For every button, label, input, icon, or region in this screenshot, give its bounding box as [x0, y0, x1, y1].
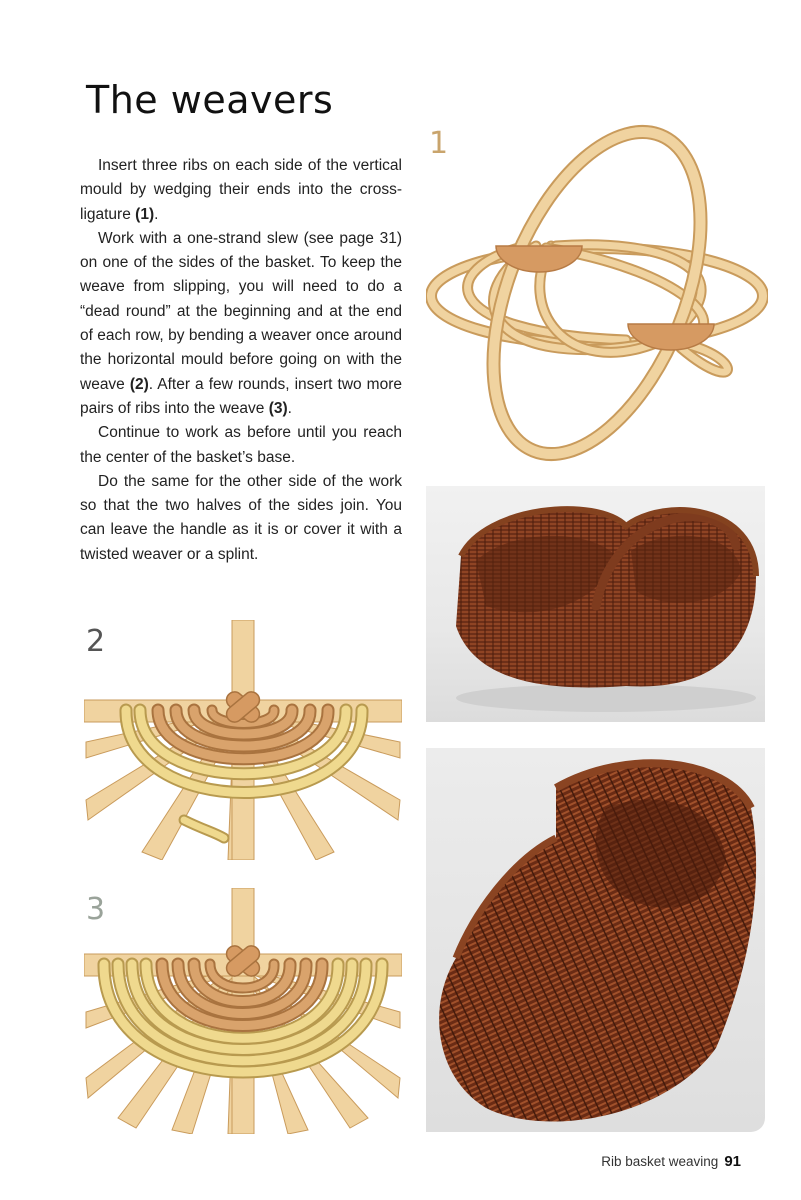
paragraph-4: [80, 470, 402, 567]
paragraph-2: [80, 227, 402, 421]
figure-reference: (2): [129, 375, 149, 393]
paragraph-text: Work with a one-strand slew (see page 31) on one of the sides of the basket. To keep the weave from slipping, you will need to do a “dead round” at the beginning and at the end of each row, by bending a weaver once around the horizontal mould before going on with the weave: [80, 229, 402, 393]
basket-photo-close-up-image: [426, 748, 765, 1132]
page-number: 91: [724, 1153, 741, 1170]
paragraph-text: . After a few rounds, insert two more pairs of ribs into the weave: [80, 375, 402, 417]
paragraph-text: .: [287, 399, 292, 417]
figure-2-label: 2: [86, 624, 106, 659]
basket-photo-close-up: [426, 748, 765, 1132]
paragraph-text: Do the same for the other side of the work so that the two halves of the sides join. You can leave the handle as it is or cover it with a twisted weaver or a splint.: [80, 472, 402, 563]
paragraph-1: [80, 154, 402, 227]
basket-photo-side-view-image: [426, 486, 765, 722]
page-footer: [601, 1153, 741, 1170]
basket-photo-side-view: [426, 486, 765, 722]
paragraph-text: Continue to work as before until you reach the center of the basket’s base.: [80, 424, 402, 466]
figure-1-rib-frame-illustration: [426, 118, 768, 470]
figure-1-label: 1: [429, 126, 449, 161]
figure-3-label: 3: [86, 892, 106, 927]
paragraph-3: [80, 421, 402, 470]
figure-reference: (3): [268, 399, 288, 417]
figure-reference: (1): [135, 205, 155, 223]
paragraph-text: Insert three ribs on each side of the vertical mould by wedging their ends into the cross-ligature: [80, 157, 402, 223]
figure-2-dead-round-illustration: [84, 620, 402, 860]
footer-section-title: Rib basket weaving: [601, 1154, 719, 1169]
figure-3-added-ribs-illustration: [84, 888, 402, 1134]
paragraph-text: .: [154, 205, 159, 223]
page-title: The weavers: [86, 78, 334, 122]
instructions-text: [80, 154, 402, 567]
